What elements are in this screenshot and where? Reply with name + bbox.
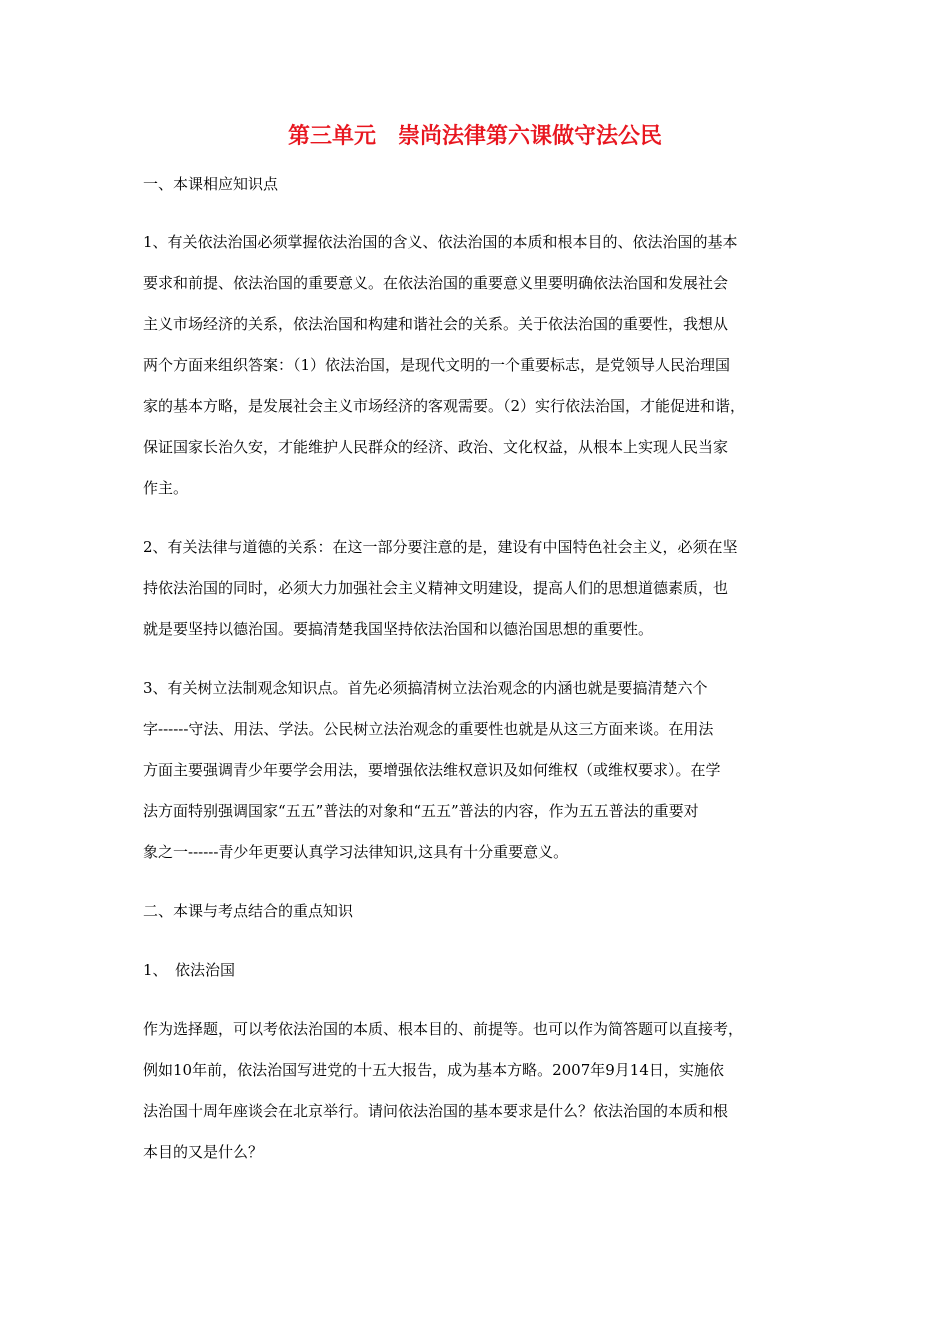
paragraph-line: 法治国十周年座谈会在北京举行。请问依法治国的基本要求是什么？依法治国的本质和根 xyxy=(143,1102,729,1120)
paragraph-line: 法方面特别强调国家“五五”普法的对象和“五五”普法的内容，作为五五普法的重要对 xyxy=(143,802,699,820)
section-heading-1: 一、本课相应知识点 xyxy=(143,175,279,193)
paragraph-line: 1、有关依法治国必须掌握依法治国的含义、依法治国的本质和根本目的、依法治国的基本 xyxy=(143,233,738,251)
paragraph-line: 本目的又是什么？ xyxy=(143,1143,264,1161)
paragraph-line: 例如10年前，依法治国写进党的十五大报告，成为基本方略。2007年9月14日，实施依 xyxy=(143,1061,724,1079)
paragraph-line: 2、有关法律与道德的关系：在这一部分要注意的是，建设有中国特色社会主义，必须在坚 xyxy=(143,538,738,556)
document-title: 第三单元 崇尚法律第六课做守法公民 xyxy=(287,123,662,149)
paragraph-line: 两个方面来组织答案：（1）依法治国，是现代文明的一个重要标志，是党领导人民治理国 xyxy=(143,356,731,374)
paragraph-line: 要求和前提、依法治国的重要意义。在依法治国的重要意义里要明确依法治国和发展社会 xyxy=(143,274,729,292)
section-heading-2: 二、本课与考点结合的重点知识 xyxy=(143,902,354,920)
paragraph-line: 象之一------青少年更要认真学习法律知识,这具有十分重要意义。 xyxy=(143,843,569,861)
paragraph-line: 3、有关树立法制观念知识点。首先必须搞清树立法治观念的内涵也就是要搞清楚六个 xyxy=(143,679,708,697)
paragraph-line: 方面主要强调青少年要学会用法，要增强依法维权意识及如何维权（或维权要求）。在学 xyxy=(143,761,721,779)
paragraph-line: 作主。 xyxy=(143,479,189,497)
paragraph-line: 字------守法、用法、学法。公民树立法治观念的重要性也就是从这三方面来谈。在用法 xyxy=(143,720,714,738)
subsection-heading: 1、 依法治国 xyxy=(143,961,236,979)
paragraph-line: 保证国家长治久安，才能维护人民群众的经济、政治、文化权益，从根本上实现人民当家 xyxy=(143,438,729,456)
paragraph-line: 就是要坚持以德治国。要搞清楚我国坚持依法治国和以德治国思想的重要性。 xyxy=(143,620,654,638)
paragraph-line: 家的基本方略，是发展社会主义市场经济的客观需要。（2）实行依法治国，才能促进和谐， xyxy=(143,397,746,415)
paragraph-line: 作为选择题，可以考依法治国的本质、根本目的、前提等。也可以作为简答题可以直接考， xyxy=(143,1020,744,1038)
paragraph-line: 主义市场经济的关系，依法治国和构建和谐社会的关系。关于依法治国的重要性，我想从 xyxy=(143,315,729,333)
paragraph-line: 持依法治国的同时，必须大力加强社会主义精神文明建设，提高人们的思想道德素质，也 xyxy=(143,579,729,597)
